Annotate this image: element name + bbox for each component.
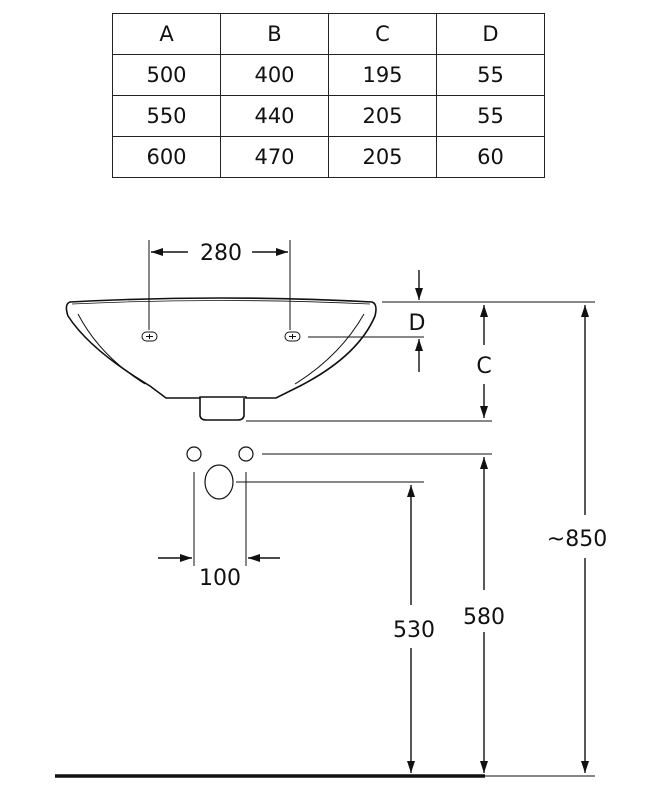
supply-pipe-right (239, 447, 253, 461)
cell-c: 205 (329, 96, 437, 137)
tap-hole-left (142, 332, 157, 341)
cell-b: 440 (221, 96, 329, 137)
dim-c-label: C (476, 354, 492, 379)
cell-c: 195 (329, 55, 437, 96)
tap-hole-right (285, 332, 300, 341)
dim-100-label: 100 (199, 566, 241, 591)
cell-d: 55 (437, 96, 545, 137)
cell-b: 470 (221, 137, 329, 178)
header-d: D (437, 14, 545, 55)
dim-580-label: 580 (463, 605, 505, 630)
cell-a: 500 (113, 55, 221, 96)
dim-530-label: 530 (393, 618, 435, 643)
cell-b: 400 (221, 55, 329, 96)
cell-a: 550 (113, 96, 221, 137)
waste-outlet (200, 398, 244, 420)
extension-lines (149, 240, 595, 566)
header-a: A (113, 14, 221, 55)
waste-pipe-opening (205, 465, 233, 499)
dim-280-label: 280 (200, 241, 242, 266)
dim-850-label: ~850 (546, 527, 608, 552)
cell-a: 600 (113, 137, 221, 178)
cell-d: 55 (437, 55, 545, 96)
supply-pipe-left (187, 447, 201, 461)
header-c: C (329, 14, 437, 55)
dim-d-label: D (408, 311, 426, 336)
header-b: B (221, 14, 329, 55)
basin-outline (66, 298, 376, 398)
cell-d: 60 (437, 137, 545, 178)
cell-c: 205 (329, 137, 437, 178)
